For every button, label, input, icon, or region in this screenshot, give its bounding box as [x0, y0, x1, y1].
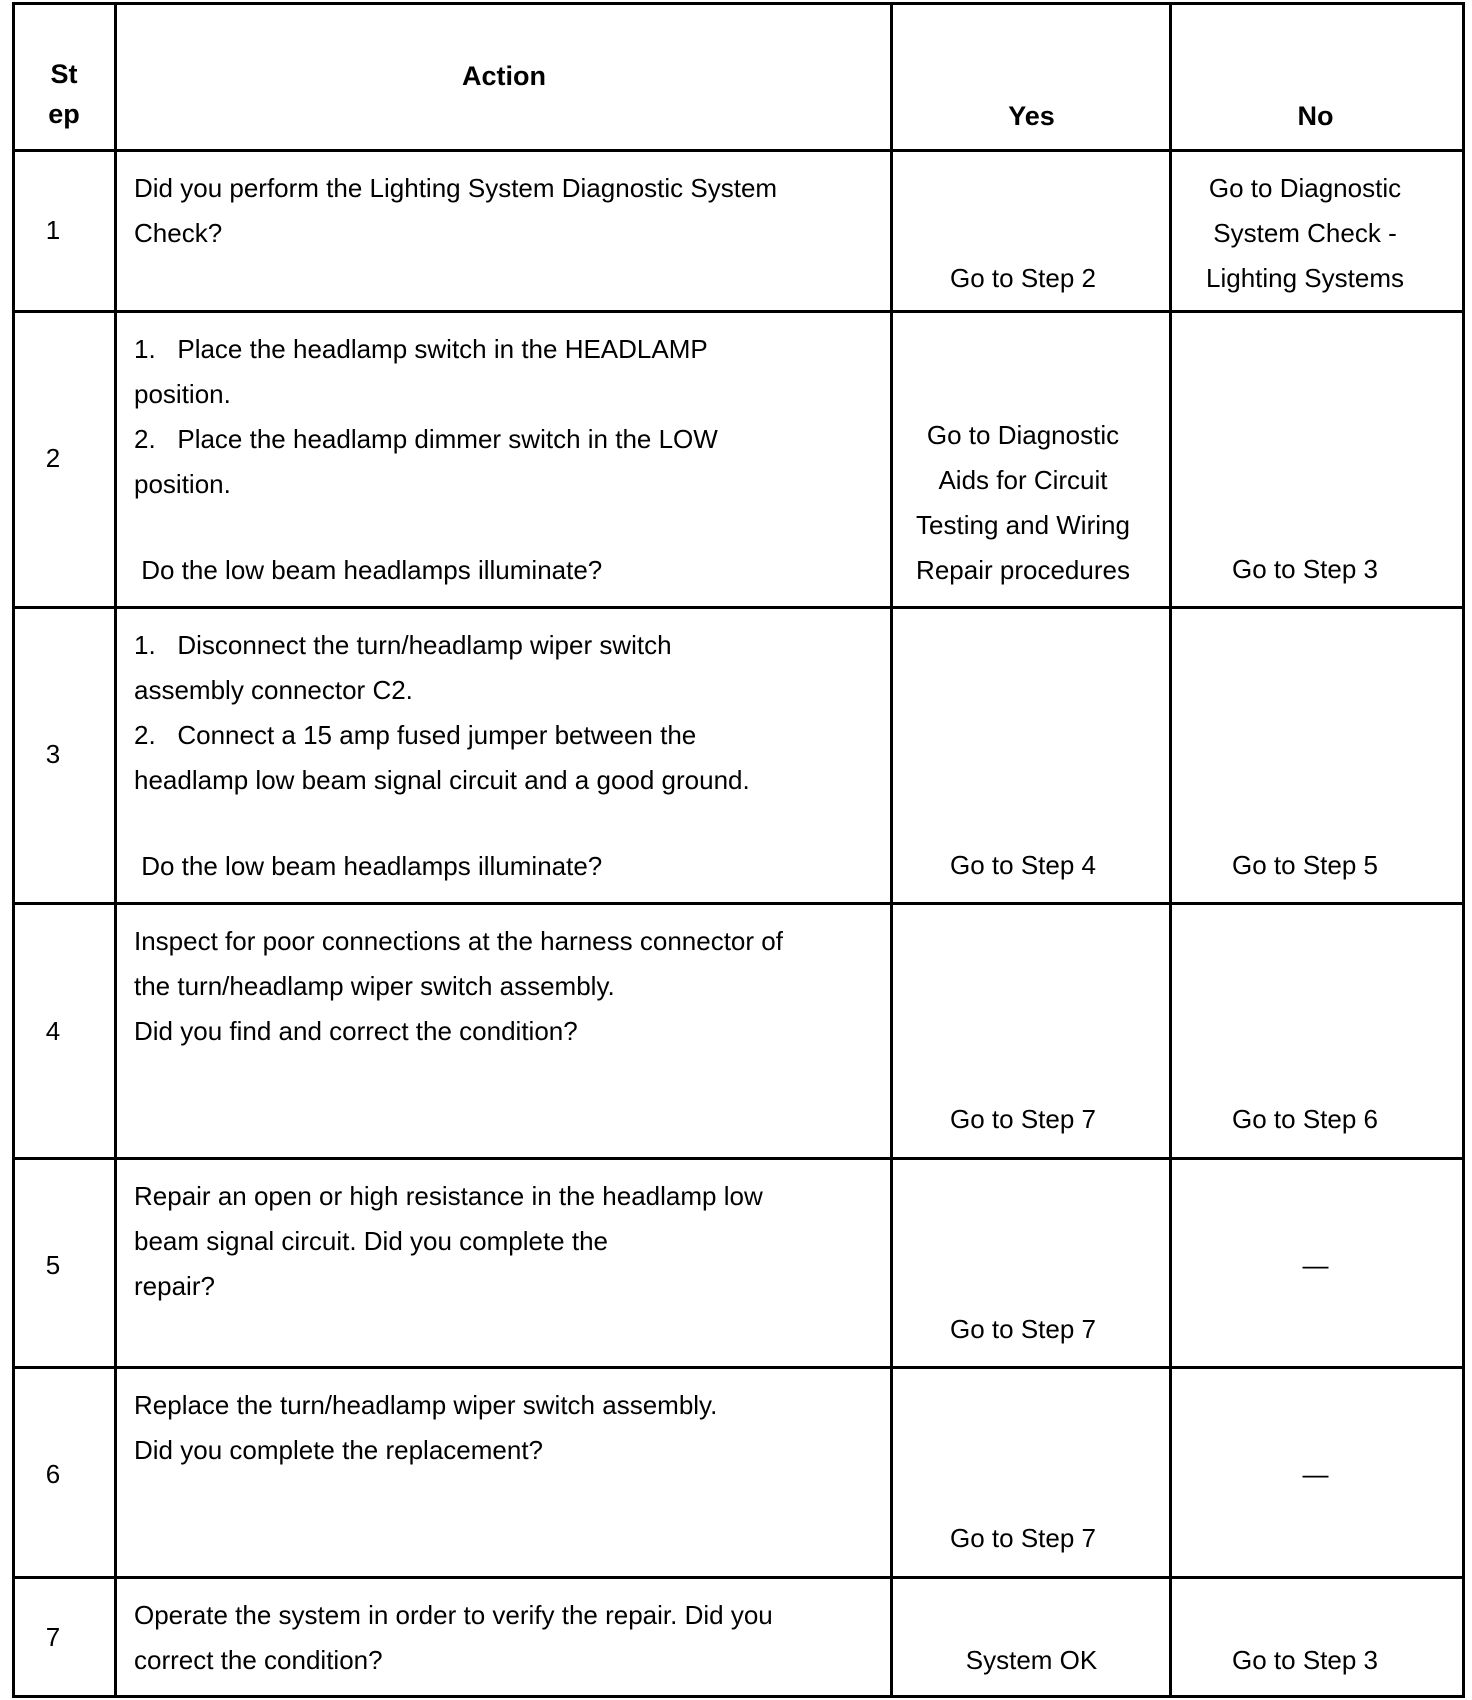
yes-line: Go to Step 4 — [950, 850, 1096, 880]
header-action: Action — [462, 61, 546, 91]
yes-text — [892, 256, 1154, 301]
no-text — [1171, 1452, 1460, 1497]
step-number: 2 — [45, 443, 61, 473]
yes-text — [892, 1638, 1171, 1683]
action-line: 1. Place the headlamp switch in the HEADLAMP — [134, 334, 708, 364]
step-number: 3 — [45, 739, 61, 769]
no-line: System Check - — [1213, 218, 1397, 248]
yes-line: Go to Diagnostic — [926, 420, 1120, 450]
header-no: No — [1297, 101, 1334, 131]
action-line — [134, 507, 892, 548]
yes-line: Go to Step 7 — [950, 1523, 1096, 1553]
action-line: position. — [134, 469, 231, 499]
step-number: 6 — [45, 1459, 61, 1489]
no-line: Go to Step 6 — [1232, 1104, 1378, 1134]
grid-line — [12, 2, 15, 1698]
yes-text — [892, 1307, 1154, 1352]
no-line: — — [1302, 1250, 1329, 1280]
yes-line: Repair procedures — [916, 555, 1130, 585]
header-step-line: ep — [48, 99, 80, 129]
action-text — [116, 327, 892, 593]
action-line: 1. Disconnect the turn/headlamp wiper switch — [134, 630, 672, 660]
action-text — [116, 1174, 892, 1309]
action-line: 2. Connect a 15 amp fused jumper between the — [134, 720, 697, 750]
grid-line — [12, 2, 1465, 5]
yes-text — [892, 413, 1154, 593]
grid-line — [12, 1157, 1465, 1160]
diagnostic-table — [12, 2, 1465, 1698]
action-line: headlamp low beam signal circuit and a good ground. — [134, 765, 750, 795]
grid-line — [114, 2, 117, 1698]
action-line: Do the low beam headlamps illuminate? — [134, 851, 603, 881]
grid-line — [890, 2, 893, 1698]
action-line: Did you find and correct the condition? — [134, 1016, 578, 1046]
no-text — [1171, 1638, 1439, 1683]
action-line: Do the low beam headlamps illuminate? — [134, 555, 603, 585]
action-line: Repair an open or high resistance in the headlamp low — [134, 1181, 763, 1211]
action-text — [116, 919, 892, 1054]
step-number: 1 — [45, 215, 61, 245]
step-number: 4 — [45, 1016, 61, 1046]
yes-line: Aids for Circuit — [938, 465, 1108, 495]
grid-line — [12, 606, 1465, 609]
action-line: the turn/headlamp wiper switch assembly. — [134, 971, 615, 1001]
no-line: Go to Step 5 — [1232, 850, 1378, 880]
step-number: 5 — [45, 1250, 61, 1280]
grid-line — [12, 1576, 1465, 1579]
header-step — [12, 54, 116, 134]
no-text — [1171, 166, 1439, 301]
no-text — [1171, 843, 1439, 888]
yes-line: Go to Step 7 — [950, 1104, 1096, 1134]
action-line: Replace the turn/headlamp wiper switch assembly. — [134, 1390, 718, 1420]
action-line: correct the condition? — [134, 1645, 383, 1675]
no-line: — — [1302, 1459, 1329, 1489]
action-line: repair? — [134, 1271, 215, 1301]
action-line: 2. Place the headlamp dimmer switch in the LOW — [134, 424, 718, 454]
action-text — [116, 1593, 892, 1683]
action-line: Did you complete the replacement? — [134, 1435, 544, 1465]
action-line — [134, 803, 892, 844]
action-text — [116, 1383, 892, 1473]
grid-line — [12, 149, 1465, 152]
action-text — [116, 623, 892, 889]
yes-line: Testing and Wiring — [916, 510, 1130, 540]
header-yes: Yes — [1008, 101, 1055, 131]
grid-line — [12, 902, 1465, 905]
yes-text — [892, 1516, 1154, 1561]
grid-line — [1169, 2, 1172, 1698]
action-line: Operate the system in order to verify the repair. Did you — [134, 1600, 773, 1630]
action-text — [116, 166, 892, 256]
grid-line — [12, 310, 1465, 313]
action-line: Inspect for poor connections at the harness connector of — [134, 926, 783, 956]
yes-line: Go to Step 7 — [950, 1314, 1096, 1344]
no-line: Lighting Systems — [1206, 263, 1404, 293]
step-number: 7 — [45, 1622, 61, 1652]
header-step-line: St — [50, 59, 78, 89]
action-line: Check? — [134, 218, 223, 248]
no-line: Go to Diagnostic — [1208, 173, 1402, 203]
no-text — [1171, 1097, 1439, 1142]
action-line: beam signal circuit. Did you complete the — [134, 1226, 609, 1256]
no-line: Go to Step 3 — [1232, 1645, 1378, 1675]
grid-line — [1462, 2, 1465, 1698]
no-text — [1171, 1243, 1460, 1288]
grid-line — [12, 1695, 1465, 1698]
yes-text — [892, 843, 1154, 888]
grid-line — [12, 1366, 1465, 1369]
action-line: Did you perform the Lighting System Diagnostic System — [134, 173, 778, 203]
yes-line: Go to Step 2 — [950, 263, 1096, 293]
action-line: assembly connector C2. — [134, 675, 413, 705]
no-line: Go to Step 3 — [1232, 554, 1378, 584]
yes-line: System OK — [965, 1645, 1098, 1675]
no-text — [1171, 547, 1439, 592]
action-line: position. — [134, 379, 231, 409]
yes-text — [892, 1097, 1154, 1142]
